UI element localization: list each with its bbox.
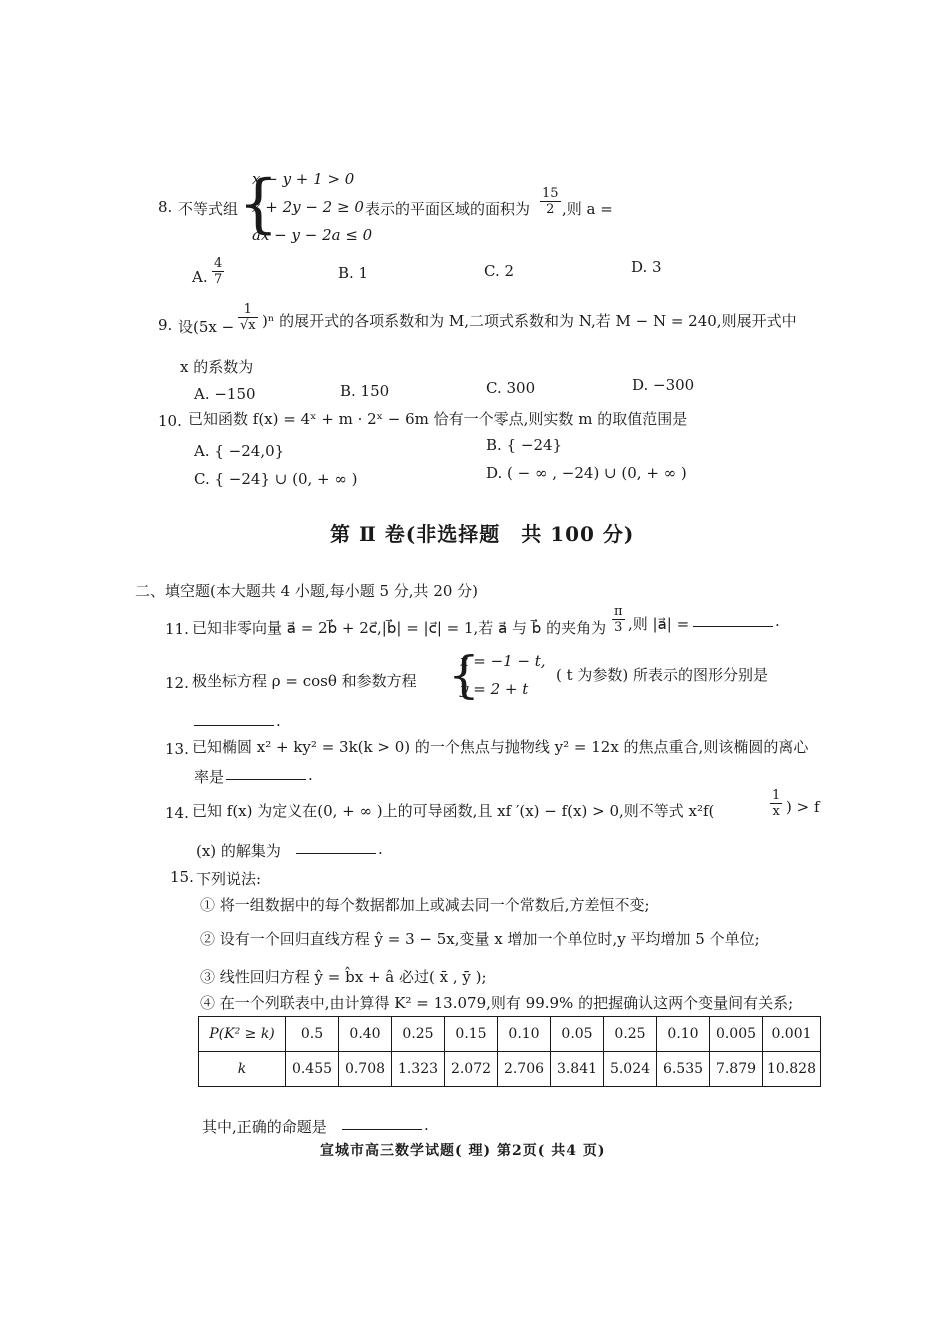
q13-line2: 率是 <box>194 768 225 786</box>
q8-option-b: B. 1 <box>338 264 369 282</box>
q9-pre: 设(5x − <box>178 318 235 336</box>
q9-option-c: C. 300 <box>486 379 536 397</box>
q13-end: . <box>308 766 313 784</box>
table-row <box>199 1052 821 1087</box>
q8-frac-num: 15 <box>542 186 559 201</box>
q14-frac-den: x <box>772 804 780 819</box>
table-cell: 0.708 <box>339 1052 392 1087</box>
q12-eq-2: y = 2 + t <box>460 680 529 698</box>
table-row-header-p: P(K² ≥ k) <box>199 1017 286 1052</box>
q9-line2: x 的系数为 <box>180 358 254 376</box>
q10-option-c: C. { −24} ∪ (0, + ∞ ) <box>194 470 358 488</box>
q8-tail: ,则 a = <box>562 200 613 218</box>
table-cell: 0.10 <box>498 1017 551 1052</box>
q15-text: 下列说法: <box>196 870 262 888</box>
q14-end: . <box>378 840 383 858</box>
table-cell: 0.001 <box>763 1017 821 1052</box>
q12-brace: { <box>448 646 480 704</box>
q14-fraction <box>770 788 782 819</box>
table-cell: 2.706 <box>498 1052 551 1087</box>
table-row-header-k: k <box>199 1052 286 1087</box>
table-cell: 0.455 <box>286 1052 339 1087</box>
table-cell: 0.10 <box>657 1017 710 1052</box>
q11-frac-num: π <box>614 604 623 619</box>
q8-fraction <box>540 186 561 217</box>
q15-statement-1: ① 将一组数据中的每个数据都加上或减去同一个常数后,方差恒不变; <box>200 896 650 914</box>
q15-conclusion: 其中,正确的命题是 <box>202 1118 327 1136</box>
q9-fraction <box>238 302 258 333</box>
table-cell: 0.05 <box>551 1017 604 1052</box>
table-cell: 0.005 <box>710 1017 763 1052</box>
q15-statement-3: ③ 线性回归方程 ŷ = b̂x + â 必过( x̄ , ȳ ); <box>200 968 487 986</box>
q8-option-a-label: A. <box>192 268 208 286</box>
q8-number: 8. <box>158 198 173 216</box>
q11-frac-den: 3 <box>614 620 623 635</box>
q9-frac-den: √x <box>240 318 256 333</box>
q11-pre: 已知非零向量 a⃗ = 2b⃗ + 2c⃗,|b⃗| = |c⃗| = 1,若 a⃗ 与 b⃗ 的夹角为 <box>192 619 607 637</box>
q14-post: ) > f <box>786 798 820 816</box>
q9-option-a: A. −150 <box>194 385 256 403</box>
q8-mid: 表示的平面区域的面积为 <box>365 200 531 218</box>
q10-option-d: D. ( − ∞ , −24) ∪ (0, + ∞ ) <box>486 464 687 482</box>
q8-option-d: D. 3 <box>631 258 662 276</box>
table-cell: 0.5 <box>286 1017 339 1052</box>
q15-statement-4: ④ 在一个列联表中,由计算得 K² = 13.079,则有 99.9% 的把握确认这两个变量间有关系; <box>200 994 794 1012</box>
q9-post: )ⁿ 的展开式的各项系数和为 M,二项式系数和为 N,若 M − N = 240,则展开式中 <box>262 312 797 330</box>
table-cell: 3.841 <box>551 1052 604 1087</box>
q14-frac-num: 1 <box>772 788 781 803</box>
q10-option-b: B. { −24} <box>486 436 563 454</box>
q13-answer-blank[interactable] <box>226 766 306 784</box>
q10-text: 已知函数 f(x) = 4ˣ + m · 2ˣ − 6m 恰有一个零点,则实数 m 的取值范围是 <box>188 410 688 428</box>
q14-number: 14. <box>165 804 189 822</box>
q13-text: 已知椭圆 x² + ky² = 3k(k > 0) 的一个焦点与抛物线 y² = 12x 的焦点重合,则该椭圆的离心 <box>192 738 809 756</box>
table-cell: 5.024 <box>604 1052 657 1087</box>
table-cell: 1.323 <box>392 1052 445 1087</box>
table-cell: 0.15 <box>445 1017 498 1052</box>
table-row <box>199 1017 821 1052</box>
table-cell: 6.535 <box>657 1052 710 1087</box>
q12-eq-1: x = −1 − t, <box>460 652 546 670</box>
q12-number: 12. <box>165 674 189 692</box>
table-cell: 7.879 <box>710 1052 763 1087</box>
q9-frac-num: 1 <box>238 302 258 318</box>
q15-answer-blank[interactable] <box>342 1116 422 1134</box>
q8-lead: 不等式组 <box>178 200 239 218</box>
q14-answer-blank[interactable] <box>296 840 376 858</box>
q8-option-a-den: 7 <box>214 272 223 287</box>
q9-number: 9. <box>158 316 173 334</box>
table-cell: 2.072 <box>445 1052 498 1087</box>
q8-option-a-num: 4 <box>214 256 223 271</box>
q8-option-c: C. 2 <box>484 262 515 280</box>
q8-frac-den: 2 <box>546 202 555 217</box>
chi-square-critical-table <box>198 1016 821 1087</box>
q8-ineq-1: x − y + 1 > 0 <box>252 170 355 188</box>
table-cell: 0.25 <box>392 1017 445 1052</box>
q8-ineq-2: x + 2y − 2 ≥ 0 <box>252 198 364 216</box>
q11-post: ,则 |a⃗| = <box>628 615 690 633</box>
q13-number: 13. <box>165 740 189 758</box>
q15-number: 15. <box>170 868 194 886</box>
q15-end: . <box>424 1116 429 1134</box>
q9-option-b: B. 150 <box>340 382 390 400</box>
q11-number: 11. <box>165 620 189 638</box>
q10-number: 10. <box>158 412 182 430</box>
q14-pre: 已知 f(x) 为定义在(0, + ∞ )上的可导函数,且 xf ′(x) − f(x) > 0,则不等式 x²f( <box>192 802 715 820</box>
table-cell: 0.25 <box>604 1017 657 1052</box>
q12-end: . <box>276 712 281 730</box>
q8-ineq-3: ax − y − 2a ≤ 0 <box>252 226 373 244</box>
q9-option-d: D. −300 <box>632 376 695 394</box>
table-cell: 10.828 <box>763 1052 821 1087</box>
table-cell: 0.40 <box>339 1017 392 1052</box>
q11-end: . <box>775 612 780 630</box>
q12-post: ( t 为参数) 所表示的图形分别是 <box>556 666 769 684</box>
section2-heading: 二、填空题(本大题共 4 小题,每小题 5 分,共 20 分) <box>135 582 479 600</box>
q12-pre: 极坐标方程 ρ = cosθ 和参数方程 <box>192 672 417 690</box>
q10-option-a: A. { −24,0} <box>194 442 285 460</box>
q12-answer-blank[interactable] <box>194 712 274 730</box>
q8-option-a-fraction <box>212 256 224 287</box>
page-footer: 宣城市高三数学试题( 理) 第2页( 共4 页) <box>320 1143 606 1159</box>
q8-brace: { <box>238 167 279 241</box>
part2-title: 第 Ⅱ 卷(非选择题 共 100 分) <box>330 522 635 546</box>
q11-fraction <box>612 604 625 635</box>
q15-statement-2: ② 设有一个回归直线方程 ŷ = 3 − 5x,变量 x 增加一个单位时,y 平均增加 5 个单位; <box>200 930 760 948</box>
q14-line2: (x) 的解集为 <box>196 842 281 860</box>
q11-answer-blank[interactable] <box>693 613 773 631</box>
